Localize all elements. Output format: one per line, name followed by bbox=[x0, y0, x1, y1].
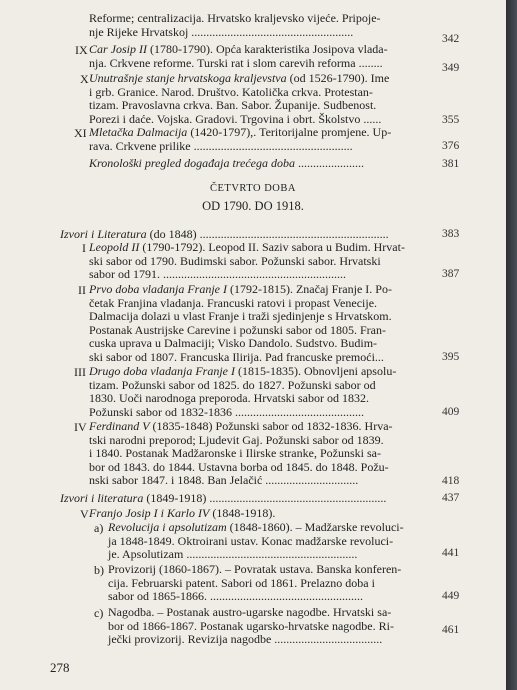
toc-line: tski narodni preporod; Ljudevit Gaj. Požunski sabor od 1839. bbox=[89, 432, 384, 447]
toc-entry-v-b bbox=[108, 563, 401, 604]
toc-line: (1792-1815). Značaj Franje I. Po- bbox=[226, 282, 392, 296]
toc-line: (1790-1792). Leopod II. Saziv sabora u Budim. Hrvat- bbox=[139, 240, 405, 254]
toc-title: Revolucija i apsolutizam bbox=[108, 520, 227, 534]
toc-line: rava. Crkvene prilike ..................................................... bbox=[89, 138, 353, 153]
page-ref: 449 bbox=[442, 590, 460, 602]
toc-title: Car Josip II bbox=[89, 42, 147, 56]
section-range: OD 1790. DO 1918. bbox=[202, 199, 304, 213]
toc-line: nski sabor 1847. i 1848. Ban Jelačić ............................... bbox=[89, 473, 359, 488]
toc-line: bor od 1843. do 1844. Ustavna borba od 1845. do 1848. Požu- bbox=[89, 459, 389, 474]
sub-letter: b) bbox=[94, 563, 104, 577]
toc-title: Ferdinand V bbox=[89, 419, 150, 433]
page-ref: 409 bbox=[442, 406, 460, 418]
page-number: 278 bbox=[50, 660, 70, 675]
page-ref: 342 bbox=[442, 33, 460, 45]
toc-entry-v bbox=[89, 507, 275, 521]
page-ref: 376 bbox=[442, 140, 460, 152]
roman-numeral: X bbox=[80, 72, 89, 86]
toc-line: Dalmacija dolazi u vlast Franje i traži sjedinjenje s Hrvatskom. bbox=[89, 309, 392, 324]
toc-line: (1780-1790). Opća karakteristika Josipova vlada- bbox=[147, 42, 388, 56]
sub-letter: a) bbox=[94, 521, 104, 535]
toc-title: Mletačka Dalmacija bbox=[89, 125, 188, 139]
toc-entry-izvori-2 bbox=[60, 492, 386, 506]
roman-numeral: II bbox=[78, 283, 86, 297]
toc-entry-ii bbox=[89, 283, 392, 365]
toc-line: tizam. Požunski sabor od 1825. do 1827. Požunski sabor od bbox=[89, 377, 376, 392]
toc-line: cuska uprava u Dalmaciji; Visko Dandolo. Sudstvo. Budim- bbox=[89, 336, 378, 351]
toc-entry-ix bbox=[89, 43, 388, 70]
toc-line: Postanak Austrijske Carevine i požunski sabor od 1805. Fran- bbox=[89, 322, 386, 337]
page-ref: 383 bbox=[442, 228, 460, 240]
toc-line: i grb. Granice. Narod. Društvo. Katolička crkva. Protestan- bbox=[89, 84, 373, 99]
page-ref: 418 bbox=[442, 475, 460, 487]
toc-line: Požunski sabor od 1832-1836 ........................................... bbox=[89, 404, 364, 419]
toc-entry-xi bbox=[89, 126, 391, 153]
page-ref: 437 bbox=[442, 492, 460, 504]
section-heading: ČETVRTO DOBA bbox=[210, 183, 296, 194]
toc-line: nja. Crkvene reforme. Turski rat i slom carevih reforma ........ bbox=[89, 55, 383, 70]
toc-line: je. Apsolutizam ......................................................... bbox=[108, 547, 358, 562]
toc-line: (1815-1835). Obnovljeni apsolu- bbox=[235, 364, 397, 378]
toc-entry-x bbox=[89, 72, 389, 126]
toc-line: četak Franjina vladanja. Francuski ratovi i propast Venecije. bbox=[89, 295, 378, 310]
toc-line: Nagodba. – Postanak austro-ugarske nagodbe. Hrvatski sa- bbox=[108, 605, 392, 619]
roman-numeral: I bbox=[82, 241, 86, 255]
toc-line: (1849-1918) ........................................................... bbox=[143, 491, 387, 505]
toc-line: sabor od 1791. ............................................................. bbox=[89, 267, 346, 282]
toc-entry-v-c bbox=[108, 606, 394, 647]
toc-line: ...................... bbox=[294, 156, 364, 170]
toc-line: ski sabor od 1807. Francuska Ilirija. Pad francuske premoći... bbox=[89, 349, 384, 364]
toc-line: Reforme; centralizacija. Hrvatsko kraljevsko vijeće. Pripoje- bbox=[89, 11, 381, 25]
roman-numeral: III bbox=[74, 365, 86, 379]
toc-line: sabor od 1865-1866. ................................................... bbox=[108, 589, 363, 604]
toc-line: tizam. Pravoslavna crkva. Ban. Sabor. Županije. Sudbenost. bbox=[89, 98, 377, 113]
sub-letter: c) bbox=[94, 606, 104, 620]
toc-line: (od 1526-1790). Ime bbox=[286, 71, 390, 85]
toc-line: 1830. Uoči narodnoga preporoda. Hrvatski sabor od 1832. bbox=[89, 391, 369, 406]
page-ref: 349 bbox=[442, 62, 460, 74]
toc-line: (1848-1918). bbox=[209, 506, 276, 520]
toc-title: Franjo Josip I i Karlo IV bbox=[89, 506, 210, 520]
toc-line: (1420-1797),. Teritorijalne promjene. Up- bbox=[187, 125, 392, 139]
toc-line: (1835-1848) Požunski sabor od 1832-1836. Hrva- bbox=[149, 419, 393, 433]
toc-line: ječki provizorij. Revizija nagodbe .................................... bbox=[108, 632, 383, 647]
roman-numeral: IX bbox=[75, 43, 88, 57]
toc-title: Izvori i Literatura bbox=[60, 227, 147, 241]
page-ref: 387 bbox=[442, 268, 460, 280]
toc-line: nje Rijeke Hrvatskoj ...................................................... bbox=[89, 24, 354, 39]
toc-line: i 1840. Postanak Madžaronske i Ilirske stranke, Požunski sa- bbox=[89, 446, 381, 461]
toc-entry-iv bbox=[89, 420, 393, 488]
toc-title: Kronološki pregled događaja trećega doba bbox=[89, 156, 295, 170]
toc-line: (do 1848) ............................................................... bbox=[146, 227, 389, 241]
toc-line: cija. Februarski patent. Sabori od 1861. Prelazno doba i bbox=[108, 575, 375, 590]
roman-numeral: XI bbox=[74, 126, 87, 140]
toc-line: (1848-1860). – Madžarske revoluci- bbox=[226, 520, 404, 534]
toc-title: Unutrašnje stanje hrvatskoga kraljevstva bbox=[89, 71, 287, 85]
toc-entry-v-a bbox=[108, 521, 404, 562]
toc-line: Provizorij (1860-1867). – Povratak ustava. Banska konferen- bbox=[108, 562, 402, 576]
roman-numeral: IV bbox=[74, 420, 87, 434]
toc-title: Izvori i literatura bbox=[60, 491, 144, 505]
toc-line: ja 1848-1849. Oktroirani ustav. Konac madžarske revoluci- bbox=[108, 533, 394, 548]
toc-title: Drugo doba vladanja Franje I bbox=[89, 364, 235, 378]
toc-line: bor od 1866-1867. Postanak ugarsko-hrvatske nagodbe. Ri- bbox=[108, 618, 394, 633]
page-ref: 461 bbox=[442, 624, 460, 636]
book-edge bbox=[506, 0, 517, 690]
toc-entry-i bbox=[89, 241, 405, 282]
toc-title: Leopold II bbox=[89, 240, 140, 254]
roman-numeral: V bbox=[80, 507, 89, 521]
page-ref: 395 bbox=[442, 351, 460, 363]
page-ref: 381 bbox=[442, 158, 460, 170]
toc-entry-reforme bbox=[89, 12, 381, 39]
toc-entry-iii bbox=[89, 365, 396, 419]
page-ref: 441 bbox=[442, 547, 460, 559]
toc-line: ski sabor od 1790. Budimski sabor. Požunski sabor. Hrvatski bbox=[89, 253, 381, 268]
page-ref: 355 bbox=[442, 114, 460, 126]
toc-line: Porezi i daće. Vojska. Gradovi. Trgovina i obrt. Školstvo ...... bbox=[89, 111, 382, 126]
toc-title: Prvo doba vladanja Franje I bbox=[89, 282, 227, 296]
toc-entry-kronoloski bbox=[89, 157, 364, 171]
